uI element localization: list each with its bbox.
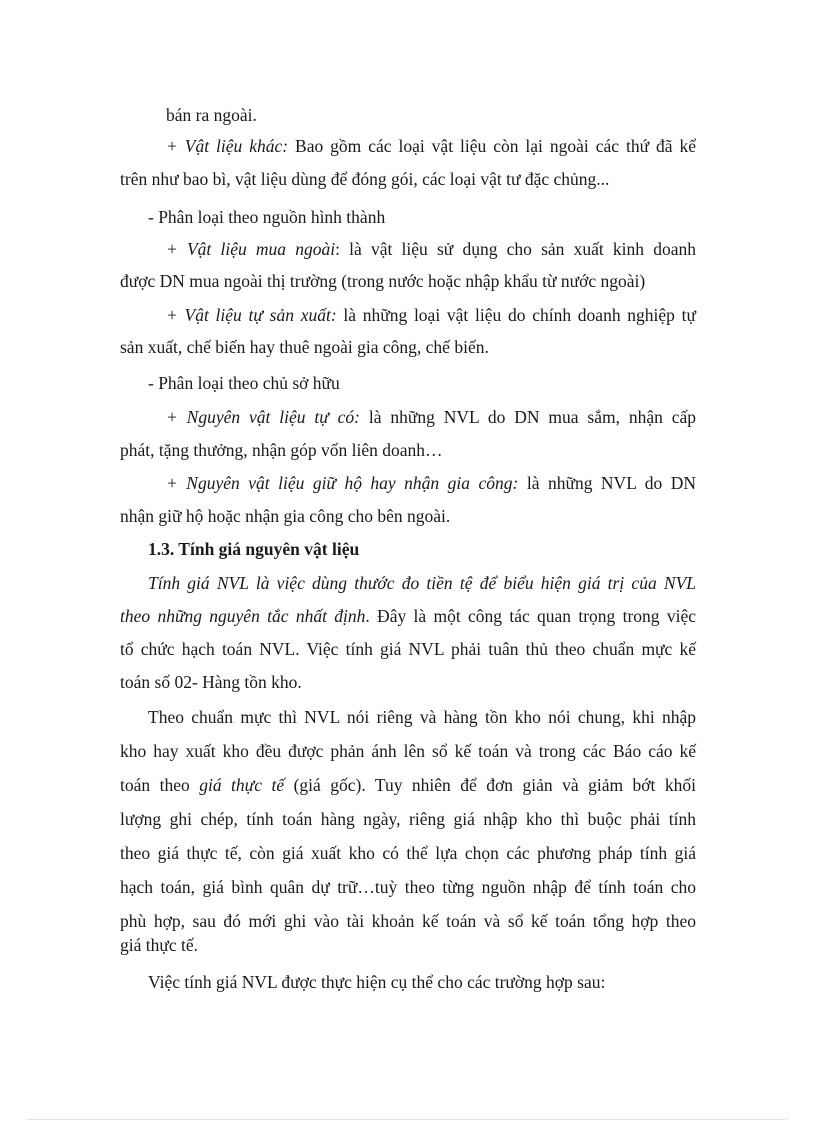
text-line: nhận giữ hộ hoặc nhận gia công cho bên ngoài.: [120, 506, 451, 526]
text-line: Việc tính giá NVL được thực hiện cụ thể cho các trường hợp sau:: [148, 972, 606, 992]
text-line: giá thực tế.: [120, 935, 198, 955]
text-line: trên như bao bì, vật liệu dùng để đóng gói, các loại vật tư đặc chủng...: [120, 169, 610, 189]
italic-term: + Nguyên vật liệu tự có:: [166, 407, 360, 427]
text-span: Bao gồm các loại vật liệu còn lại ngoài các thứ đã kể: [288, 136, 696, 156]
text-line: [120, 774, 696, 796]
text-line: hạch toán, giá bình quân dự trữ…tuỳ theo từng nguồn nhập để tính toán cho: [120, 877, 696, 897]
text-line: [120, 304, 696, 326]
text-line: toán số 02- Hàng tồn kho.: [120, 672, 302, 692]
page-bottom-divider: [28, 1119, 788, 1120]
text-line: theo giá thực tế, còn giá xuất kho có thể lựa chọn các phương pháp tính giá: [120, 843, 696, 863]
text-line: phù hợp, sau đó mới ghi vào tài khoản kế toán và sổ kế toán tổng hợp theo: [120, 911, 696, 931]
text-line: phát, tặng thưởng, nhận góp vốn liên doanh…: [120, 440, 443, 460]
italic-term: + Vật liệu mua ngoài: [166, 239, 336, 259]
subheading-line: - Phân loại theo nguồn hình thành: [148, 207, 386, 227]
text-span: : là vật liệu sử dụng cho sản xuất kinh doanh: [335, 239, 696, 259]
italic-term: + Nguyên vật liệu giữ hộ hay nhận gia công:: [166, 473, 519, 493]
italic-term: giá thực tế: [199, 775, 285, 795]
text-line: kho hay xuất kho đều được phản ánh lên sổ kế toán và trong các Báo cáo kế: [120, 741, 696, 761]
text-line: tổ chức hạch toán NVL. Việc tính giá NVL phải tuân thủ theo chuẩn mực kế: [120, 639, 696, 659]
text-line: [120, 605, 696, 627]
text-line: sản xuất, chế biến hay thuê ngoài gia công, chế biến.: [120, 337, 489, 357]
subheading-line: - Phân loại theo chủ sở hữu: [148, 373, 340, 393]
text-span: là những loại vật liệu do chính doanh nghiệp tự: [336, 305, 696, 325]
text-line: [120, 406, 696, 428]
section-heading: 1.3. Tính giá nguyên vật liệu: [148, 539, 360, 559]
text-line: Tính giá NVL là việc dùng thước đo tiền tệ để biểu hiện giá trị của NVL: [148, 573, 696, 593]
text-span: . Đây là một công tác quan trọng trong việc: [365, 606, 697, 626]
text-span: (giá gốc). Tuy nhiên để đơn giản và giảm bớt khối: [284, 775, 697, 795]
text-span: là những NVL do DN mua sắm, nhận cấp: [359, 407, 697, 427]
italic-term: + Vật liệu khác:: [166, 136, 289, 156]
text-line: Theo chuẩn mực thì NVL nói riêng và hàng tồn kho nói chung, khi nhập: [148, 707, 696, 727]
text-line: bán ra ngoài.: [166, 105, 257, 125]
text-span: toán theo: [120, 775, 200, 795]
text-line: [120, 135, 696, 157]
italic-term: + Vật liệu tự sản xuất:: [166, 305, 337, 325]
italic-term: theo những nguyên tắc nhất định: [120, 606, 366, 626]
text-line: [120, 472, 696, 494]
text-line: lượng ghi chép, tính toán hàng ngày, riêng giá nhập kho thì buộc phải tính: [120, 809, 696, 829]
text-span: là những NVL do DN: [518, 473, 696, 493]
text-line: [120, 238, 696, 260]
text-line: được DN mua ngoài thị trường (trong nước hoặc nhập khẩu từ nước ngoài): [120, 271, 646, 291]
